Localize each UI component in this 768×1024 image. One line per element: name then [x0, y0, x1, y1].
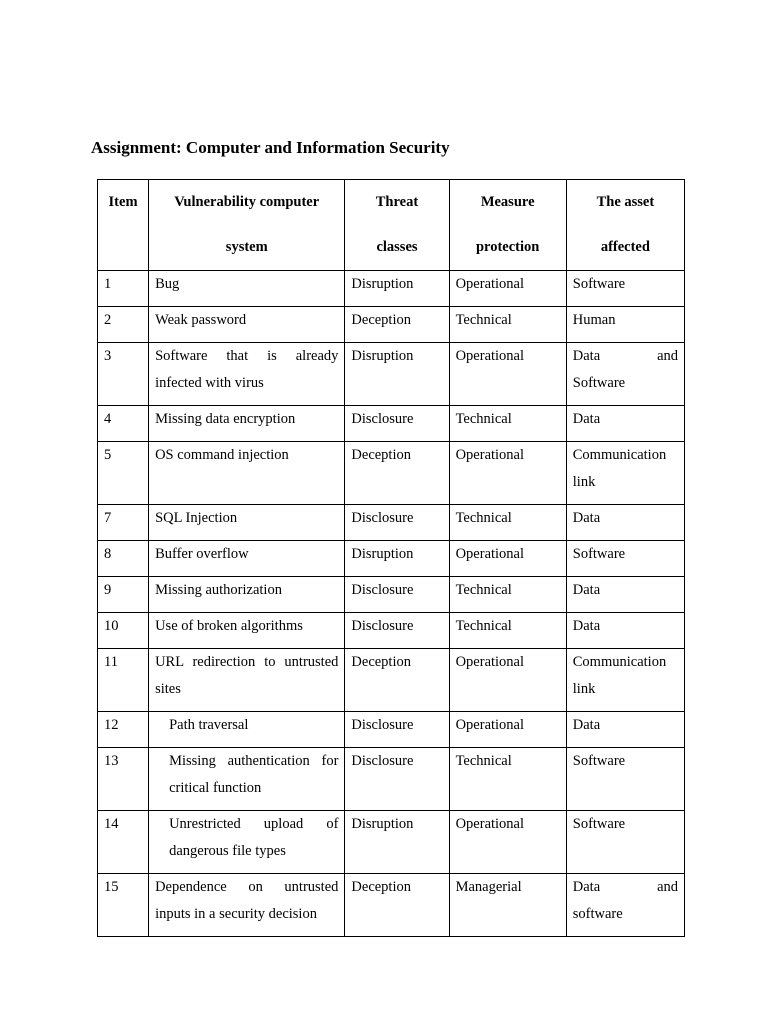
cell-asset: Data [566, 712, 684, 748]
header-vulnerability: Vulnerability computer system [149, 180, 345, 271]
cell-measure: Operational [449, 712, 566, 748]
cell-measure: Managerial [449, 874, 566, 937]
asset-word: Data [572, 348, 601, 364]
cell-item: 14 [98, 811, 149, 874]
cell-asset: Software [566, 541, 684, 577]
cell-asset: Human [566, 307, 684, 343]
cell-asset: Communication link [566, 442, 684, 505]
cell-threat: Disclosure [345, 406, 449, 442]
asset-word: and [657, 348, 678, 364]
cell-asset: Communication link [566, 649, 684, 712]
cell-asset: Data [566, 613, 684, 649]
cell-asset [566, 874, 684, 937]
cell-item: 4 [98, 406, 149, 442]
cell-threat: Deception [345, 874, 449, 937]
cell-measure: Operational [449, 541, 566, 577]
cell-asset: Software [566, 748, 684, 811]
cell-vulnerability: URL redirection to untrusted sites [149, 649, 345, 712]
cell-threat: Disclosure [345, 505, 449, 541]
cell-item: 12 [98, 712, 149, 748]
header-item: Item [98, 180, 149, 271]
cell-measure: Operational [449, 442, 566, 505]
cell-vulnerability: Software that is already infected with virus [149, 343, 345, 406]
cell-vulnerability: Bug [149, 271, 345, 307]
cell-vulnerability: OS command injection [149, 442, 345, 505]
table-row [98, 442, 685, 505]
cell-measure: Operational [449, 343, 566, 406]
cell-vulnerability: Buffer overflow [149, 541, 345, 577]
table-row [98, 271, 685, 307]
cell-vulnerability: Unrestricted upload of dangerous file types [149, 811, 345, 874]
cell-measure: Technical [449, 406, 566, 442]
cell-asset: Software [566, 811, 684, 874]
cell-item: 7 [98, 505, 149, 541]
cell-measure: Technical [449, 748, 566, 811]
cell-item: 15 [98, 874, 149, 937]
table-row [98, 613, 685, 649]
cell-asset: Data [566, 505, 684, 541]
table-row [98, 748, 685, 811]
cell-measure: Operational [449, 649, 566, 712]
table-row [98, 505, 685, 541]
cell-threat: Disclosure [345, 577, 449, 613]
table-row [98, 541, 685, 577]
cell-vulnerability: Path traversal [149, 712, 345, 748]
cell-threat: Disruption [345, 541, 449, 577]
cell-item: 13 [98, 748, 149, 811]
cell-item: 2 [98, 307, 149, 343]
cell-item: 11 [98, 649, 149, 712]
cell-vulnerability: Missing authentication for critical function [149, 748, 345, 811]
asset-word: Data [572, 879, 601, 895]
cell-item: 1 [98, 271, 149, 307]
asset-word: software [572, 905, 623, 922]
cell-vulnerability: Dependence on untrusted inputs in a security decision [149, 874, 345, 937]
cell-threat: Disclosure [345, 748, 449, 811]
table-row [98, 811, 685, 874]
table-row [98, 874, 685, 937]
table-row [98, 406, 685, 442]
cell-vulnerability: Missing data encryption [149, 406, 345, 442]
cell-threat: Deception [345, 307, 449, 343]
cell-threat: Disclosure [345, 712, 449, 748]
cell-threat: Disruption [345, 811, 449, 874]
cell-threat: Disruption [345, 343, 449, 406]
header-asset: The asset affected [566, 180, 684, 271]
cell-threat: Deception [345, 442, 449, 505]
cell-measure: Technical [449, 613, 566, 649]
cell-measure: Operational [449, 271, 566, 307]
table-row [98, 343, 685, 406]
cell-measure: Technical [449, 505, 566, 541]
asset-word: and [657, 879, 678, 895]
cell-item: 9 [98, 577, 149, 613]
table-header-row [98, 180, 685, 271]
cell-vulnerability: Weak password [149, 307, 345, 343]
table-row [98, 712, 685, 748]
cell-item: 8 [98, 541, 149, 577]
cell-threat: Disruption [345, 271, 449, 307]
cell-measure: Technical [449, 577, 566, 613]
page-title: Assignment: Computer and Information Security [91, 138, 450, 157]
cell-item: 5 [98, 442, 149, 505]
cell-asset: Software [566, 271, 684, 307]
header-measure: Measure protection [449, 180, 566, 271]
vulnerability-table [97, 179, 685, 937]
table-row [98, 577, 685, 613]
cell-item: 10 [98, 613, 149, 649]
cell-threat: Disclosure [345, 613, 449, 649]
cell-measure: Technical [449, 307, 566, 343]
asset-word: Software [572, 374, 626, 391]
table-row [98, 649, 685, 712]
cell-threat: Deception [345, 649, 449, 712]
header-threat: Threat classes [345, 180, 449, 271]
cell-measure: Operational [449, 811, 566, 874]
cell-vulnerability: SQL Injection [149, 505, 345, 541]
table-row [98, 307, 685, 343]
cell-asset: Data [566, 406, 684, 442]
cell-asset: Data [566, 577, 684, 613]
cell-vulnerability: Missing authorization [149, 577, 345, 613]
cell-asset [566, 343, 684, 406]
cell-item: 3 [98, 343, 149, 406]
cell-vulnerability: Use of broken algorithms [149, 613, 345, 649]
